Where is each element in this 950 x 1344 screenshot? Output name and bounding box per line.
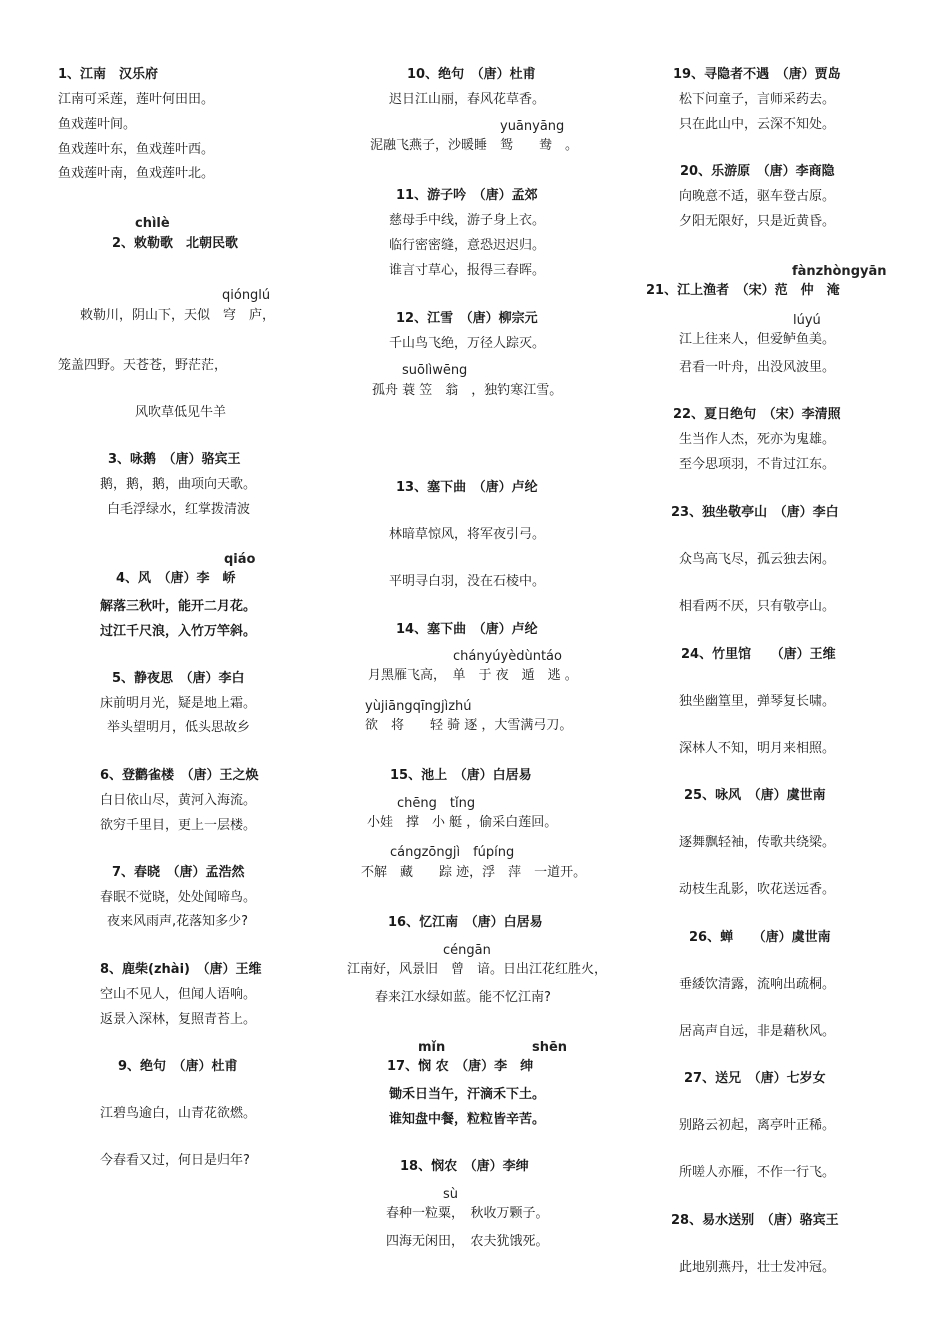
poem-line: 江南好，风景旧 曾 谙。日出江花红胜火， bbox=[347, 962, 608, 977]
poem-line: 生当作人杰，死亦为鬼雄。 bbox=[679, 432, 836, 447]
poem-title: 9、绝句 （唐）杜甫 bbox=[118, 1059, 238, 1074]
poem-title: 1、江南 汉乐府 bbox=[58, 67, 159, 82]
poem-line: 谁言寸草心，报得三春晖。 bbox=[389, 263, 546, 278]
poem-line: 鱼戏莲叶间。 bbox=[58, 117, 137, 132]
poem-line: 谁知盘中餐，粒粒皆辛苦。 bbox=[389, 1112, 546, 1127]
poem-line: 欲穷千里目，更上一层楼。 bbox=[100, 818, 257, 833]
poem-line: 深林人不知，明月来相照。 bbox=[679, 741, 836, 756]
poem-title: 19、寻隐者不遇 （唐）贾岛 bbox=[673, 67, 841, 82]
poem-title: 10、绝句 （唐）杜甫 bbox=[407, 67, 536, 82]
poem-line: 林暗草惊风，将军夜引弓。 bbox=[389, 527, 546, 542]
poem-line: 敕勒川，阴山下，天似 穹 庐， bbox=[80, 308, 276, 323]
poem-line: 小娃 撑 小 艇 ，偷采白莲回。 bbox=[367, 815, 558, 830]
poem-title: 23、独坐敬亭山 （唐）李白 bbox=[671, 505, 839, 520]
poem-line: 今春看又过，何日是归年? bbox=[100, 1153, 250, 1168]
pinyin-annotation: chēng tǐng bbox=[397, 796, 476, 811]
poem-line: 解落三秋叶，能开二月花。 bbox=[100, 599, 257, 614]
poem-line: 相看两不厌，只有敬亭山。 bbox=[679, 599, 836, 614]
poem-title: 4、风 （唐）李 峤 bbox=[116, 571, 236, 586]
poem-line: 床前明月光，疑是地上霜。 bbox=[100, 696, 257, 711]
pinyin-annotation: yuānyāng bbox=[500, 119, 565, 134]
poem-line: 夜来风雨声,花落知多少? bbox=[107, 914, 249, 929]
poem-line: 松下问童子，言师采药去。 bbox=[679, 92, 836, 107]
poem-title: 5、静夜思 （唐）李白 bbox=[112, 671, 245, 686]
poem-line: 鹅，鹅，鹅，曲项向天歌。 bbox=[100, 477, 257, 492]
poem-line: 别路云初起，离亭叶正稀。 bbox=[679, 1118, 836, 1133]
poem-line: 不解 藏 踪 迹，浮 萍 一道开。 bbox=[361, 865, 587, 880]
poem-line: 江上往来人，但爱鲈鱼美。 bbox=[679, 332, 836, 347]
poem-line: 鱼戏莲叶东，鱼戏莲叶西。 bbox=[58, 142, 215, 157]
poem-line: 向晚意不适，驱车登古原。 bbox=[679, 189, 836, 204]
poem-title: 18、悯农 （唐）李绅 bbox=[400, 1159, 529, 1174]
poem-line: 众鸟高飞尽，孤云独去闲。 bbox=[679, 552, 836, 567]
poem-title: 14、塞下曲 （唐）卢纶 bbox=[396, 622, 538, 637]
poem-title: 11、游子吟 （唐）孟郊 bbox=[396, 188, 538, 203]
poem-line: 白毛浮绿水，红掌拨清波 bbox=[107, 502, 251, 517]
poem-line: 四海无闲田， 农夫犹饿死。 bbox=[386, 1234, 549, 1249]
poem-title: 3、咏鹅 （唐）骆宾王 bbox=[108, 452, 241, 467]
pinyin-annotation: mǐn bbox=[418, 1040, 446, 1055]
poem-line: 春种一粒粟， 秋收万颗子。 bbox=[386, 1206, 549, 1221]
poem-title: 20、乐游原 （唐）李商隐 bbox=[680, 164, 835, 179]
poem-title: 21、江上渔者 （宋）范 仲 淹 bbox=[646, 283, 840, 298]
poem-title: 13、塞下曲 （唐）卢纶 bbox=[396, 480, 538, 495]
poem-line: 春眠不觉晓，处处闻啼鸟。 bbox=[100, 890, 257, 905]
pinyin-annotation: qiáo bbox=[224, 552, 256, 567]
poem-line: 迟日江山丽，春风花草香。 bbox=[389, 92, 546, 107]
poem-line: 平明寻白羽，没在石棱中。 bbox=[389, 574, 546, 589]
pinyin-annotation: yùjiāngqīngjìzhú bbox=[365, 699, 472, 714]
poem-title: 17、悯 农 （唐）李 绅 bbox=[387, 1059, 534, 1074]
poem-title: 25、咏风 （唐）虞世南 bbox=[684, 788, 826, 803]
poem-line: 千山鸟飞绝，万径人踪灭。 bbox=[389, 336, 546, 351]
poem-line: 月黑雁飞高， 单 于 夜 遁 逃 。 bbox=[368, 668, 578, 683]
poem-line: 至今思项羽，不肯过江东。 bbox=[679, 457, 836, 472]
poem-title: 27、送兄 （唐）七岁女 bbox=[684, 1071, 826, 1086]
poem-line: 举头望明月，低头思故乡 bbox=[107, 720, 251, 735]
poem-line: 欲 将 轻 骑 逐 ，大雪满弓刀。 bbox=[365, 718, 573, 733]
poem-line: 锄禾日当午，汗滴禾下土。 bbox=[389, 1087, 546, 1102]
poem-title: 24、竹里馆 （唐）王维 bbox=[681, 647, 836, 662]
poem-line: 孤舟 蓑 笠 翁 ，独钓寒江雪。 bbox=[372, 383, 563, 398]
poem-title: 8、鹿柴(zhài) （唐）王维 bbox=[100, 962, 262, 977]
poem-line: 动枝生乱影，吹花送远香。 bbox=[679, 882, 836, 897]
pinyin-annotation: qiónglú bbox=[222, 288, 271, 303]
poem-line: 江碧鸟逾白，山青花欲燃。 bbox=[100, 1106, 257, 1121]
poem-title: 28、易水送别 （唐）骆宾王 bbox=[671, 1213, 839, 1228]
poem-line: 泥融飞燕子，沙暖睡 鸳 鸯 。 bbox=[370, 138, 579, 153]
poem-line: 返景入深林，复照青苔上。 bbox=[100, 1012, 257, 1027]
pinyin-annotation: suōlìwēng bbox=[402, 363, 468, 378]
poem-line: 笼盖四野。天苍苍，野茫茫， bbox=[58, 358, 228, 373]
pinyin-annotation: chányúyèdùntáo bbox=[453, 649, 562, 664]
poem-title: 16、忆江南 （唐）白居易 bbox=[388, 915, 543, 930]
poem-line: 白日依山尽，黄河入海流。 bbox=[100, 793, 257, 808]
poem-title: 12、江雪 （唐）柳宗元 bbox=[396, 311, 538, 326]
pinyin-annotation: céngān bbox=[443, 943, 491, 958]
poem-line: 风吹草低见牛羊 bbox=[135, 405, 227, 420]
pinyin-annotation: lúyú bbox=[793, 313, 821, 328]
poem-title: 6、登鹳雀楼 （唐）王之焕 bbox=[100, 768, 259, 783]
poem-line: 垂緌饮清露，流响出疏桐。 bbox=[679, 977, 836, 992]
poem-title: 2、敕勒歌 北朝民歌 bbox=[112, 236, 239, 251]
poem-line: 君看一叶舟，出没风波里。 bbox=[679, 360, 836, 375]
poem-line: 独坐幽篁里，弹琴复长啸。 bbox=[679, 694, 836, 709]
poem-title: 7、春晓 （唐）孟浩然 bbox=[112, 865, 245, 880]
poem-line: 所嗟人亦雁，不作一行飞。 bbox=[679, 1165, 836, 1180]
pinyin-annotation: chìlè bbox=[135, 216, 170, 231]
poem-line: 夕阳无限好，只是近黄昏。 bbox=[679, 214, 836, 229]
poem-title: 15、池上 （唐）白居易 bbox=[390, 768, 532, 783]
poem-line: 逐舞飘轻袖，传歌共绕梁。 bbox=[679, 835, 836, 850]
poem-title: 22、夏日绝句 （宋）李清照 bbox=[673, 407, 841, 422]
poem-line: 此地别燕丹，壮士发冲冠。 bbox=[679, 1260, 836, 1275]
poem-line: 慈母手中线，游子身上衣。 bbox=[389, 213, 546, 228]
pinyin-annotation: cángzōngjì fúpíng bbox=[390, 845, 515, 860]
pinyin-annotation: shēn bbox=[532, 1040, 568, 1055]
poem-line: 江南可采莲，莲叶何田田。 bbox=[58, 92, 215, 107]
poem-line: 春来江水绿如蓝。能不忆江南? bbox=[375, 990, 551, 1005]
poem-line: 临行密密缝，意恐迟迟归。 bbox=[389, 238, 546, 253]
poem-line: 过江千尺浪，入竹万竿斜。 bbox=[100, 624, 257, 639]
pinyin-annotation: sù bbox=[443, 1187, 459, 1202]
poem-title: 26、蝉 （唐）虞世南 bbox=[689, 930, 831, 945]
pinyin-annotation: fànzhòngyān bbox=[792, 264, 887, 279]
poem-line: 鱼戏莲叶南，鱼戏莲叶北。 bbox=[58, 166, 215, 181]
poem-line: 居高声自远，非是藉秋风。 bbox=[679, 1024, 836, 1039]
poem-line: 只在此山中，云深不知处。 bbox=[679, 117, 836, 132]
poem-line: 空山不见人，但闻人语响。 bbox=[100, 987, 257, 1002]
